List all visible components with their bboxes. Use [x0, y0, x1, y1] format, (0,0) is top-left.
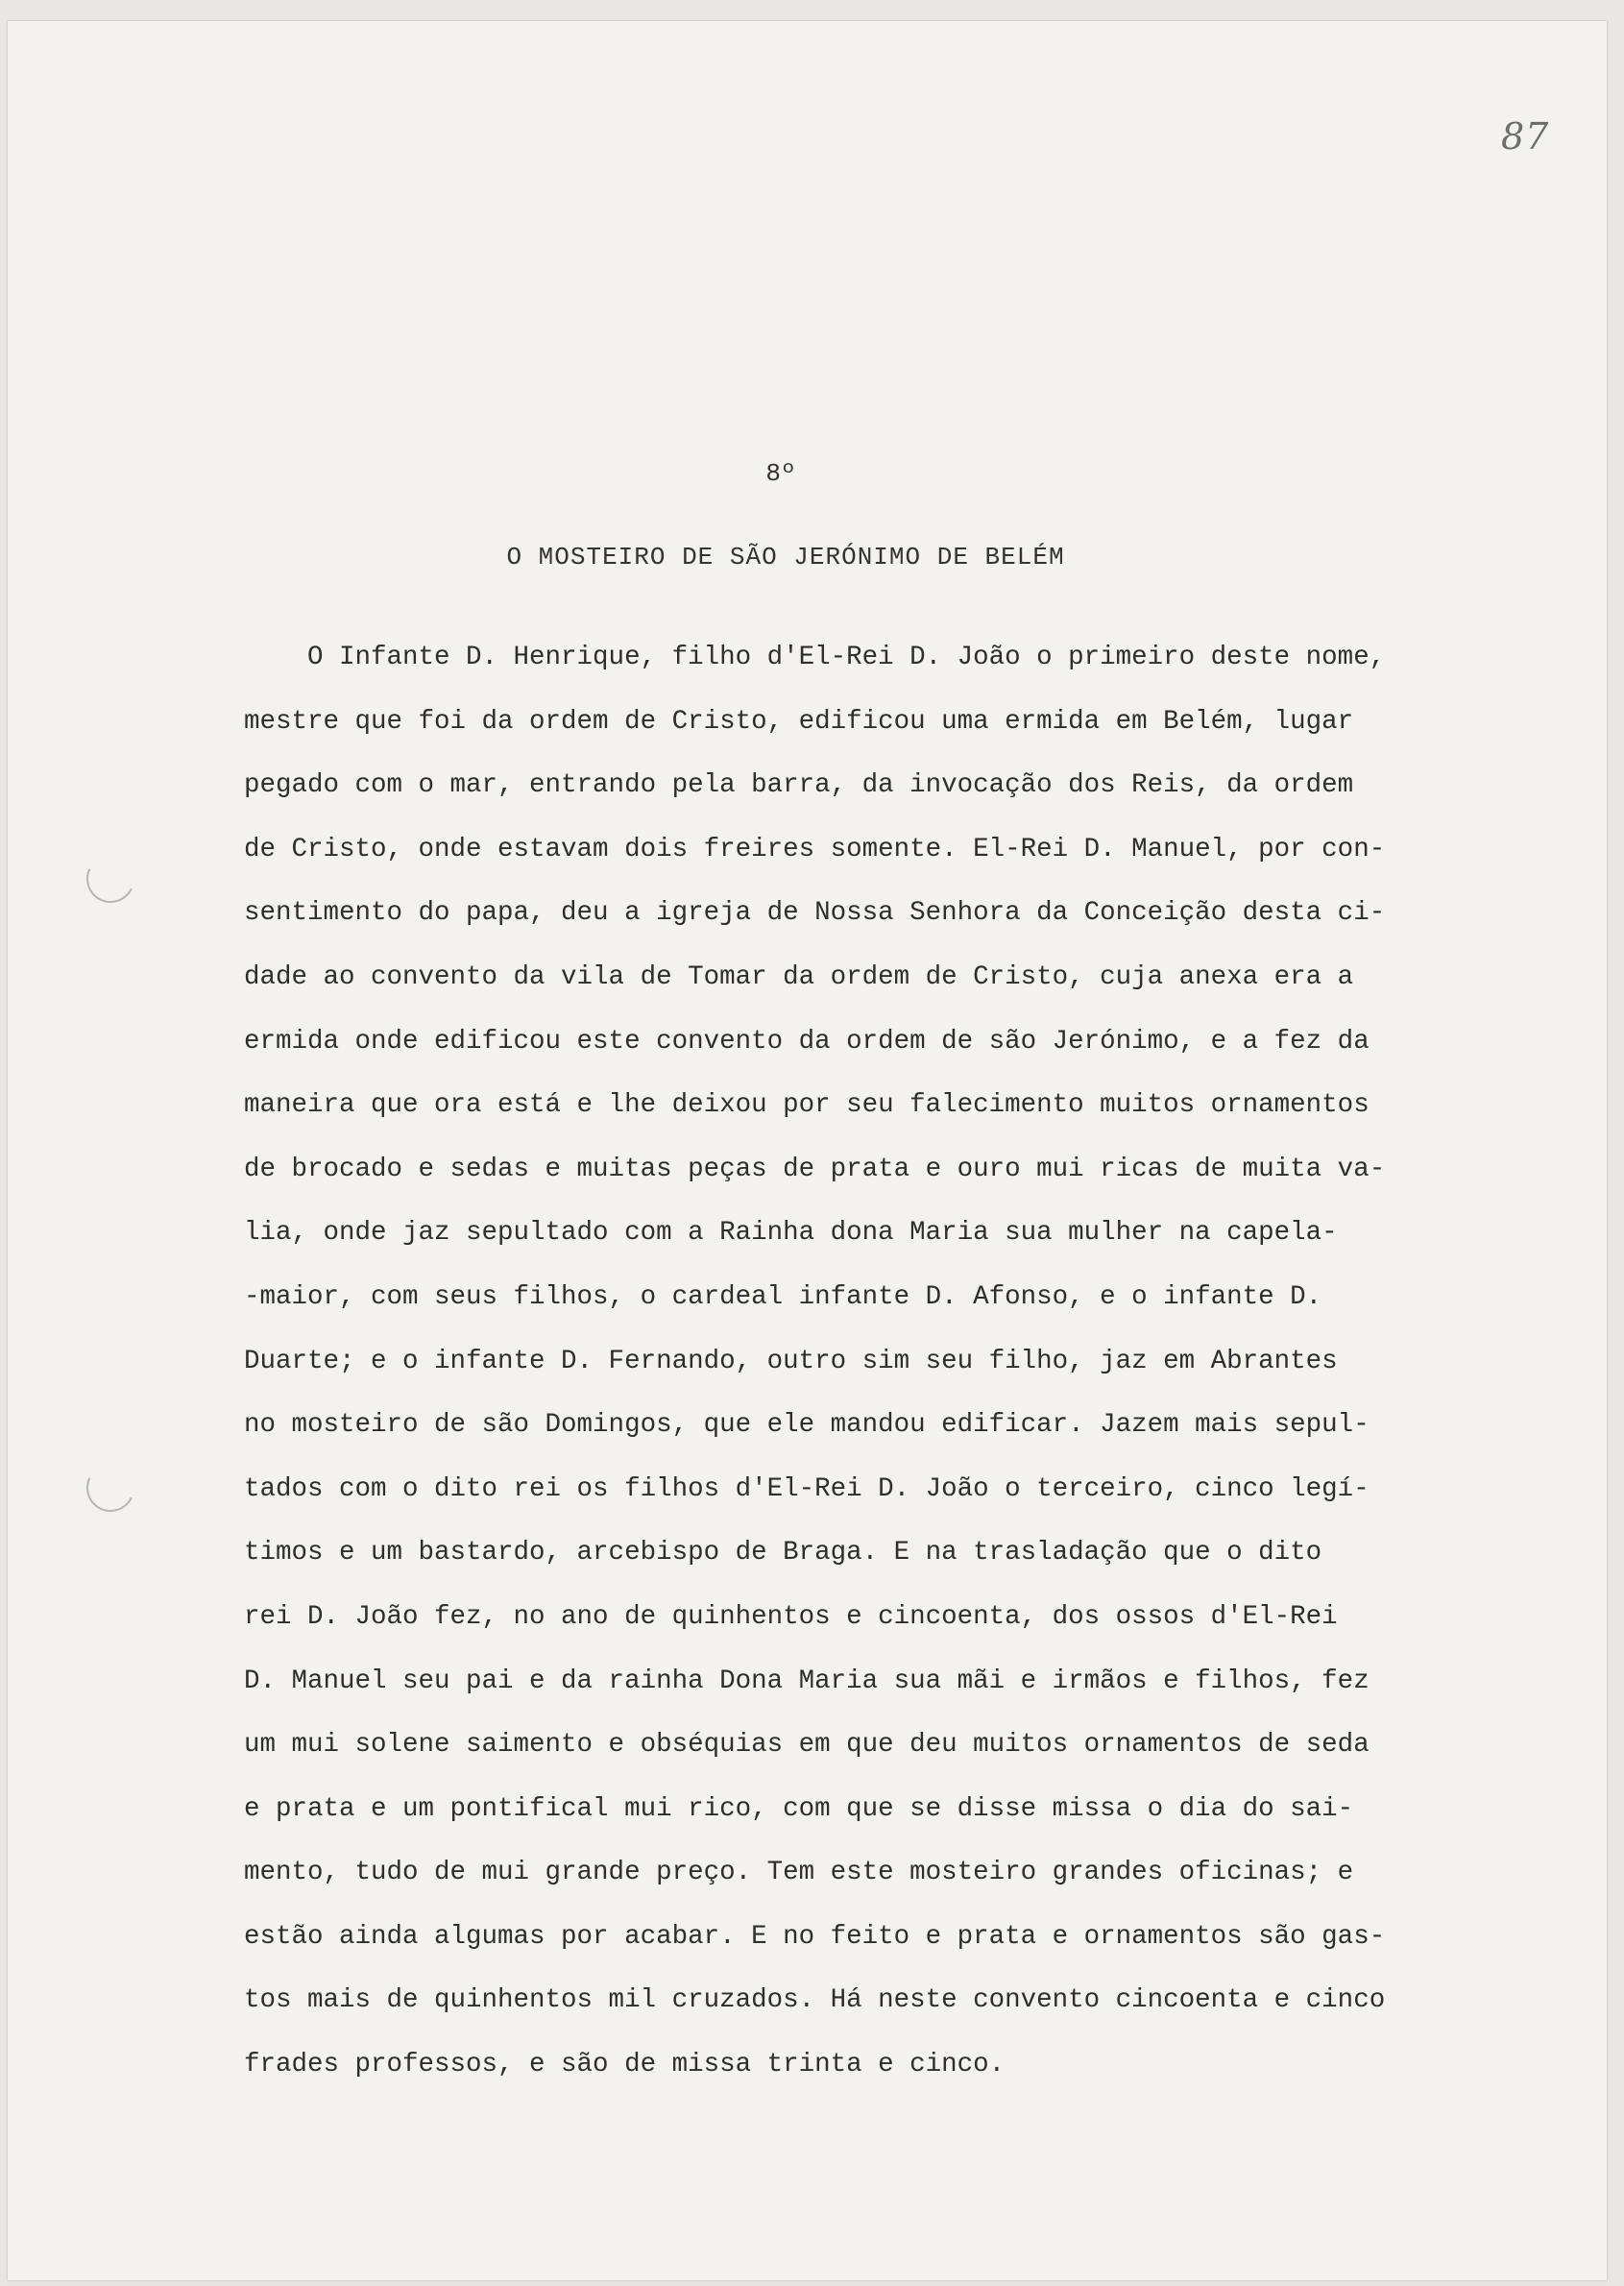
punch-hole-top: [80, 848, 141, 910]
body-line: dade ao convento da vila de Tomar da ordem de Cristo, cuja anexa era a: [244, 961, 1354, 992]
body-line: Duarte; e o infante D. Fernando, outro sim seu filho, jaz em Abrantes: [244, 1346, 1338, 1376]
body-line: mestre que foi da ordem de Cristo, edificou uma ermida em Belém, lugar: [244, 706, 1354, 737]
body-text: [244, 636, 1492, 2107]
body-line: e prata e um pontifical mui rico, com que se disse missa o dia do sai-: [244, 1793, 1354, 1824]
body-line: D. Manuel seu pai e da rainha Dona Maria sua mãi e irmãos e filhos, fez: [244, 1666, 1369, 1696]
body-line: rei D. João fez, no ano de quinhentos e cincoenta, dos ossos d'El-Rei: [244, 1601, 1338, 1632]
body-line: ermida onde edificou este convento da ordem de são Jerónimo, e a fez da: [244, 1026, 1369, 1057]
handwritten-page-number: 87: [1501, 115, 1550, 158]
chapter-number: 8º: [765, 459, 796, 488]
body-line: timos e um bastardo, arcebispo de Braga. E na trasladação que o dito: [244, 1538, 1322, 1569]
body-line: pegado com o mar, entrando pela barra, da invocação dos Reis, da ordem: [244, 770, 1354, 801]
body-line: estão ainda algumas por acabar. E no feito e prata e ornamentos são gas-: [244, 1921, 1386, 1952]
body-line: lia, onde jaz sepultado com a Rainha dona Maria sua mulher na capela-: [244, 1218, 1338, 1249]
body-line: maneira que ora está e lhe deixou por seu falecimento muitos ornamentos: [244, 1090, 1369, 1121]
body-line: mento, tudo de mui grande preço. Tem este mosteiro grandes oficinas; e: [244, 1858, 1354, 1888]
body-line: frades professos, e são de missa trinta e cinco.: [244, 2050, 1006, 2080]
body-line: tados com o dito rei os filhos d'El-Rei D. João o terceiro, cinco legí-: [244, 1473, 1369, 1504]
body-line: sentimento do papa, deu a igreja de Nossa Senhora da Conceição desta ci-: [244, 898, 1386, 929]
body-line: de Cristo, onde estavam dois freires somente. El-Rei D. Manuel, por con-: [244, 834, 1386, 864]
body-line: -maior, com seus filhos, o cardeal infante D. Afonso, e o infante D.: [244, 1281, 1322, 1312]
document-page: [8, 21, 1607, 2280]
body-line: no mosteiro de são Domingos, que ele mandou edificar. Jazem mais sepul-: [244, 1410, 1369, 1441]
punch-hole-bottom: [80, 1457, 141, 1519]
body-line: O Infante D. Henrique, filho d'El-Rei D. João o primeiro deste nome,: [244, 643, 1386, 672]
chapter-title: O MOSTEIRO DE SÃO JERÓNIMO DE BELÉM: [506, 543, 1065, 572]
body-line: tos mais de quinhentos mil cruzados. Há neste convento cincoenta e cinco: [244, 1985, 1386, 2016]
body-line: um mui solene saimento e obséquias em que deu muitos ornamentos de seda: [244, 1730, 1369, 1761]
body-line: de brocado e sedas e muitas peças de prata e ouro mui ricas de muita va-: [244, 1154, 1386, 1184]
